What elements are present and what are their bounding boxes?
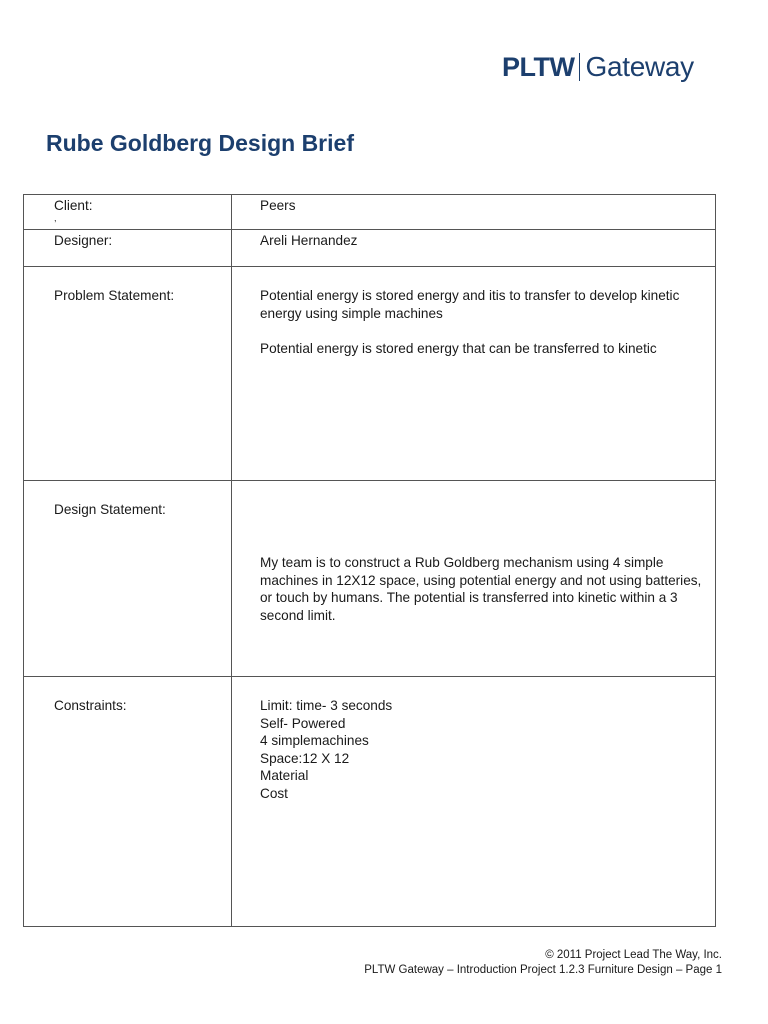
designer-label: Designer: [54,233,113,248]
constraint-item: Cost [260,785,288,801]
constraint-item: Limit: time- 3 seconds [260,698,393,713]
client-value-cell [232,195,716,230]
problem-paragraph-2: Potential energy is stored energy that can be transferred to kinetic [260,341,657,356]
problem-value-cell [232,267,716,481]
logo-gateway-text: Gateway [585,51,694,82]
design-brief-table [23,194,716,927]
footer-copyright: © 2011 Project Lead The Way, Inc. [545,949,722,961]
problem-statement-value [232,267,715,358]
constraint-item: Space:12 X 12 [260,750,350,766]
page-footer [364,948,722,978]
logo-pltw-text: PLTW [502,51,575,82]
constraints-value-cell [232,677,716,927]
constraints-label: Constraints: [54,698,127,713]
design-statement-value: My team is to construct a Rub Goldberg mechanism using 4 simple machines in 12X12 space, using potential energy and not using batteries, or touch by humans. The potential is transferred into kinetic within a 3 second limit. [260,555,702,623]
designer-value: Areli Hernandez [260,233,358,248]
constraints-label-cell [24,677,232,927]
pltw-gateway-logo [502,50,694,84]
client-label-cell [24,195,232,230]
table-row-designer [24,230,716,267]
client-label-text: Client: [54,198,93,213]
table-row-problem-statement [24,267,716,481]
footer-page-info: PLTW Gateway – Introduction Project 1.2.3 Furniture Design – Page 1 [364,964,722,976]
client-comma-mark: , [54,212,57,223]
document-title: Rube Goldberg Design Brief [46,130,354,156]
constraint-item: Material [260,768,309,783]
problem-statement-label: Problem Statement: [54,288,175,303]
logo-divider [579,53,580,81]
table-row-client [24,195,716,230]
problem-paragraph-1: Potential energy is stored energy and itis to transfer to develop kinetic energy using simple machines [260,288,680,321]
design-value-cell [232,481,716,677]
design-label-cell [24,481,232,677]
problem-label-cell [24,267,232,481]
constraint-item: 4 simplemachines [260,733,369,748]
design-statement-label: Design Statement: [54,502,166,517]
designer-value-cell [232,230,716,267]
client-value: Peers [260,198,296,213]
table-row-constraints [24,677,716,927]
constraint-item: Self- Powered [260,715,346,731]
designer-label-cell [24,230,232,267]
table-row-design-statement [24,481,716,677]
client-label [24,195,231,221]
constraints-list [232,677,715,802]
